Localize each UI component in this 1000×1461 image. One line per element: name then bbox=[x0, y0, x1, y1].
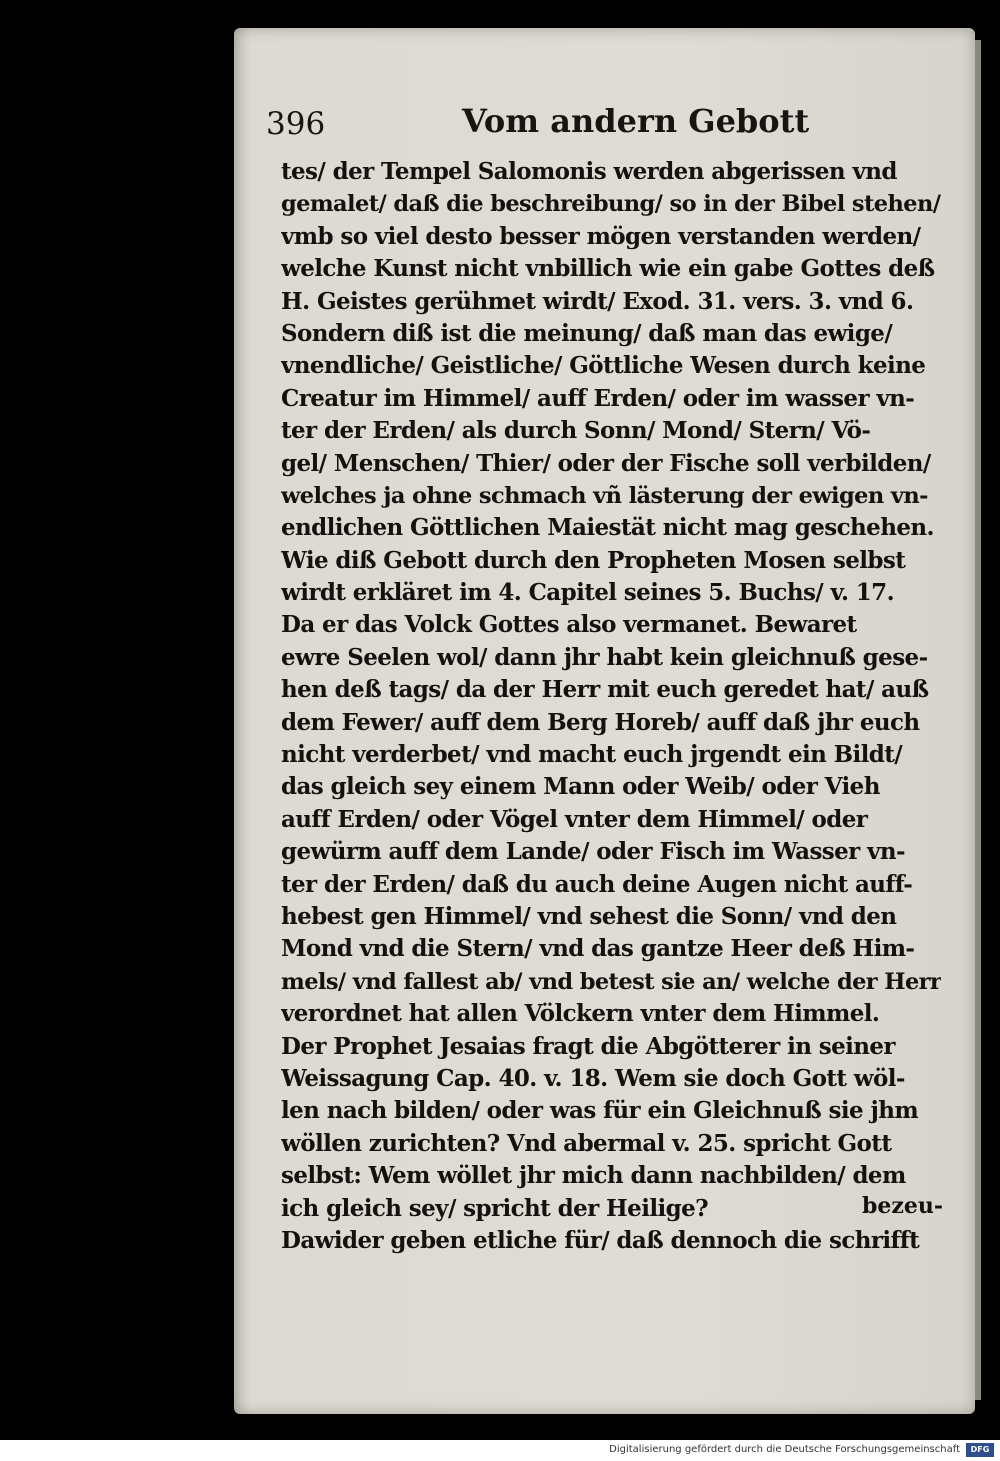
text-line: wöllen zurichten? Vnd abermal v. 25. spricht Gott bbox=[281, 1129, 892, 1157]
text-line: vnendliche/ Geistliche/ Göttliche Wesen durch keine bbox=[281, 352, 926, 380]
text-line: vmb so viel desto besser mögen verstanden werden/ bbox=[281, 222, 921, 250]
text-line: dem Fewer/ auff dem Berg Horeb/ auff daß jhr euch bbox=[281, 708, 920, 736]
footer-bar bbox=[0, 1440, 1000, 1461]
text-line: Dawider geben etliche für/ daß dennoch die schrifft bbox=[281, 1226, 920, 1254]
page-number: 396 bbox=[266, 106, 326, 142]
text-line: auff Erden/ oder Vögel vnter dem Himmel/ oder bbox=[281, 805, 868, 833]
catchword: bezeu- bbox=[862, 1193, 943, 1219]
text-line: ich gleich sey/ spricht der Heilige? bbox=[281, 1194, 709, 1222]
text-line: ter der Erden/ daß du auch deine Augen nicht auff- bbox=[281, 870, 913, 898]
running-title: Vom andern Gebott bbox=[462, 102, 810, 140]
funding-note: Digitalisierung gefördert durch die Deutsche Forschungsgemeinschaft bbox=[609, 1444, 960, 1455]
text-line: hen deß tags/ da der Herr mit euch geredet hat/ auß bbox=[281, 676, 929, 704]
text-line: hebest gen Himmel/ vnd sehest die Sonn/ vnd den bbox=[281, 902, 897, 930]
text-line: Creatur im Himmel/ auff Erden/ oder im wasser vn- bbox=[281, 384, 915, 412]
page-edge bbox=[975, 40, 981, 1400]
text-line: das gleich sey einem Mann oder Weib/ oder Vieh bbox=[281, 773, 880, 801]
text-line: Wie diß Gebott durch den Propheten Mosen selbst bbox=[281, 546, 906, 574]
text-line: len nach bilden/ oder was für ein Gleichnuß sie jhm bbox=[281, 1097, 919, 1125]
text-line: gewürm auff dem Lande/ oder Fisch im Wasser vn- bbox=[281, 838, 905, 866]
text-line: selbst: Wem wöllet jhr mich dann nachbilden/ dem bbox=[281, 1162, 906, 1190]
text-line: welches ja ohne schmach vñ lästerung der ewigen vn- bbox=[281, 482, 928, 509]
text-line: tes/ der Tempel Salomonis werden abgerissen vnd bbox=[281, 158, 897, 185]
text-line: nicht verderbet/ vnd macht euch jrgendt ein Bildt/ bbox=[281, 741, 903, 769]
text-line: verordnet hat allen Völckern vnter dem Himmel. bbox=[281, 1000, 880, 1028]
text-line: welche Kunst nicht vnbillich wie ein gabe Gottes deß bbox=[281, 255, 935, 283]
text-line: Der Prophet Jesaias fragt die Abgötterer in seiner bbox=[281, 1032, 895, 1060]
dfg-logo: DFG bbox=[966, 1443, 994, 1457]
text-line: endlichen Göttlichen Maiestät nicht mag geschehen. bbox=[281, 514, 934, 542]
text-line: wirdt erkläret im 4. Capitel seines 5. Buchs/ v. 17. bbox=[281, 579, 894, 607]
text-line: ewre Seelen wol/ dann jhr habt kein gleichnuß gese- bbox=[281, 643, 928, 671]
text-line: mels/ vnd fallest ab/ vnd betest sie an/ welche der Herr bbox=[281, 968, 941, 995]
text-line: Sondern diß ist die meinung/ daß man das ewige/ bbox=[281, 319, 893, 347]
text-block bbox=[281, 156, 941, 1257]
text-line: Da er das Volck Gottes also vermanet. Bewaret bbox=[281, 611, 857, 639]
text-line: Mond vnd die Stern/ vnd das gantze Heer deß Him- bbox=[281, 935, 915, 963]
text-line: gel/ Menschen/ Thier/ oder der Fische soll verbilden/ bbox=[281, 449, 931, 477]
text-line: H. Geistes gerühmet wirdt/ Exod. 31. vers. 3. vnd 6. bbox=[281, 287, 914, 315]
text-line: gemalet/ daß die beschreibung/ so in der Bibel stehen/ bbox=[281, 191, 941, 218]
text-line: Weissagung Cap. 40. v. 18. Wem sie doch Gott wöl- bbox=[281, 1064, 905, 1092]
text-line: ter der Erden/ als durch Sonn/ Mond/ Stern/ Vö- bbox=[281, 417, 871, 445]
